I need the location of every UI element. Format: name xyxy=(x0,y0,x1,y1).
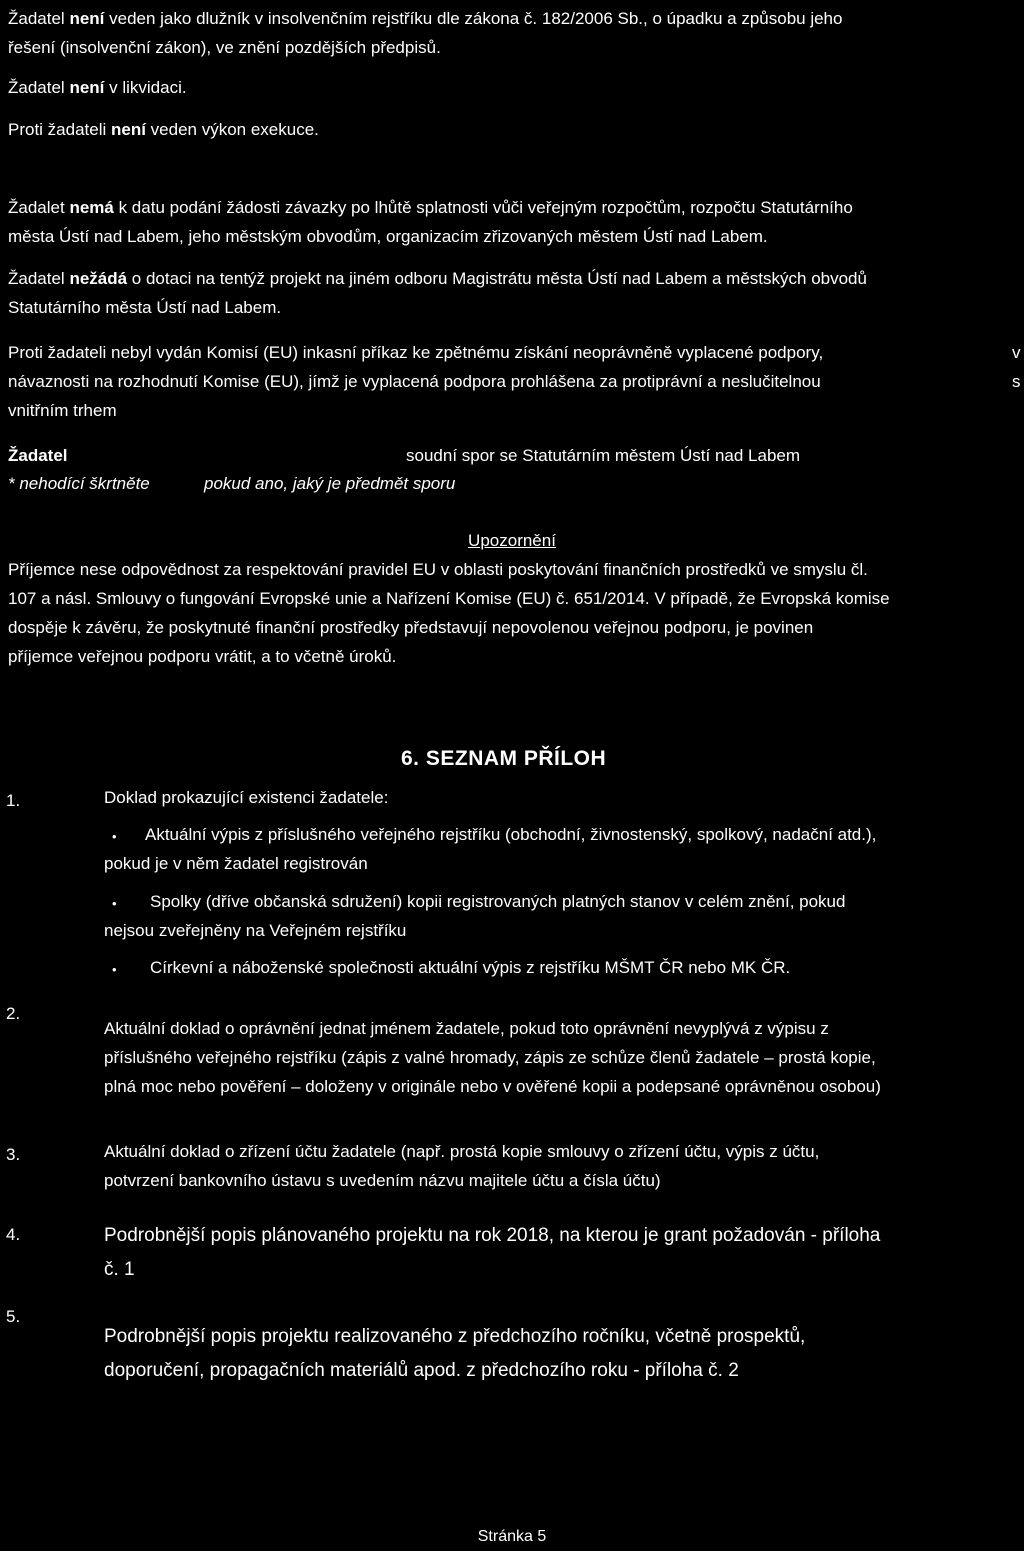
dispute-note-subject: pokud ano, jaký je předmět sporu xyxy=(204,474,456,493)
text: Podrobnější popis plánovaného projektu na rok 2018, na kterou je grant požadován - příloha xyxy=(104,1225,881,1246)
attachment-text: Doklad prokazující existenci žadatele: xyxy=(104,788,389,807)
dispute-label: Žadatel xyxy=(8,446,68,465)
text: Aktuální doklad o zřízení účtu žadatele (např. prostá kopie smlouvy o zřízení účtu, výpis z účtu, xyxy=(104,1142,820,1161)
attachment-item xyxy=(104,1219,1022,1287)
emphasis: nemá xyxy=(69,198,114,217)
attachment-bullet xyxy=(104,887,1022,945)
text: Žadatel xyxy=(8,269,70,288)
attachment-number: 3. xyxy=(6,1145,21,1164)
text: Spolky (dříve občanská sdružení) kopii registrovaných platných stanov v celém znění, pokud xyxy=(150,892,846,911)
bullet-icon: • xyxy=(112,896,117,911)
text: nejsou zveřejněny na Veřejném rejstříku xyxy=(104,921,407,940)
attachment-bullet xyxy=(104,953,1022,982)
page-number: Stránka 5 xyxy=(477,1528,547,1545)
dispute-text: soudní spor se Statutárním městem Ústí nad Labem xyxy=(406,446,801,465)
text: Žadatel xyxy=(8,78,70,97)
text: Proti žadateli nebyl vydán Komisí (EU) inkasní příkaz ke zpětnému získání neoprávněně vyplacené podpory, xyxy=(8,343,824,362)
text: pokud je v něm žadatel registrován xyxy=(104,854,368,873)
text: veden výkon exekuce. xyxy=(145,120,319,139)
text: Podrobnější popis projektu realizovaného z předchozího ročníku, včetně prospektů, xyxy=(104,1326,806,1347)
text: doporučení, propagačních materiálů apod. z předchozího roku - příloha č. 2 xyxy=(104,1360,739,1381)
text: plná moc nebo pověření – doloženy v originále nebo v ověřené kopii a podepsané oprávněnou osobou) xyxy=(104,1077,881,1096)
attachment-item xyxy=(104,1137,1022,1195)
text: Žadatel xyxy=(8,9,70,28)
text: Aktuální výpis z příslušného veřejného rejstříku (obchodní, živnostenský, spolkový, nadační atd.), xyxy=(145,825,877,844)
text: Církevní a náboženské společnosti aktuální výpis z rejstříku MŠMT ČR nebo MK ČR. xyxy=(150,958,791,977)
text: Příjemce nese odpovědnost za respektování pravidel EU v oblasti poskytování finančních prostředků ve smyslu čl. xyxy=(8,560,868,579)
text: č. 1 xyxy=(104,1259,135,1280)
text: Aktuální doklad o oprávnění jednat jménem žadatele, pokud toto oprávnění nevyplývá z výpisu z xyxy=(104,1019,829,1038)
emphasis: není xyxy=(69,78,105,97)
declaration-liquidation xyxy=(8,73,1020,102)
text: příjemce veřejnou podporu vrátit, a to včetně úroků. xyxy=(8,647,397,666)
text: veden jako dlužník v insolvenčním rejstříku dle zákona č. 182/2006 Sb., o úpadku a způsobu jeho xyxy=(104,9,843,28)
text: Proti žadateli xyxy=(8,120,111,139)
declaration-execution xyxy=(8,115,1020,144)
text: Žadalet xyxy=(8,198,70,217)
emphasis: není xyxy=(111,120,146,139)
attachment-number: 1. xyxy=(6,791,21,810)
text: Statutárního města Ústí nad Labem. xyxy=(8,298,282,317)
declaration-recovery-order xyxy=(8,338,1020,425)
notice-body xyxy=(8,555,1020,671)
text: příslušného veřejného rejstříku (zápis z valné hromady, zápis ze schůze členů žadatele – prostá kopie, xyxy=(104,1048,876,1067)
text: řešení (insolvenční zákon), ve znění pozdějších předpisů. xyxy=(8,38,441,57)
text: města Ústí nad Labem, jeho městským obvodům, organizacím zřizovaných městem Ústí nad Labem. xyxy=(8,227,768,246)
emphasis: není xyxy=(69,9,105,28)
text: s xyxy=(1012,372,1021,391)
attachment-item xyxy=(104,1320,1022,1388)
declaration-debts xyxy=(8,193,1020,251)
declaration-subsidy xyxy=(8,264,1020,322)
text: v xyxy=(1012,343,1021,362)
text: 107 a násl. Smlouvy o fungování Evropské unie a Nařízení Komise (EU) č. 651/2014. V případě, že Evropská komise xyxy=(8,589,890,608)
dispute-note-strike: * nehodící škrtněte xyxy=(8,474,150,493)
text: k datu podání žádosti závazky po lhůtě splatnosti vůči veřejným rozpočtům, rozpočtu Statutárního xyxy=(113,198,853,217)
attachment-number: 4. xyxy=(6,1225,21,1244)
text: vnitřním trhem xyxy=(8,401,117,420)
attachments-title: 6. SEZNAM PŘÍLOH xyxy=(401,747,607,770)
attachment-number: 2. xyxy=(6,1004,21,1023)
text: dospěje k závěru, že poskytnuté finanční prostředky představují nepovolenou veřejnou podporu, je povinen xyxy=(8,618,814,637)
emphasis: nežádá xyxy=(69,269,128,288)
attachment-item xyxy=(104,1014,1022,1101)
bullet-icon: • xyxy=(112,962,117,977)
text: o dotaci na tentýž projekt na jiném odboru Magistrátu města Ústí nad Labem a městských obvodů xyxy=(127,269,867,288)
bullet-icon: • xyxy=(112,829,117,844)
notice-heading: Upozornění xyxy=(468,531,556,550)
attachment-number: 5. xyxy=(6,1307,21,1326)
text: návaznosti na rozhodnutí Komise (EU), jímž je vyplacená podpora prohlášena za protiprávní a neslučitelnou xyxy=(8,372,821,391)
text: v likvidaci. xyxy=(104,78,187,97)
attachment-bullet xyxy=(104,820,1022,878)
declaration-insolvency xyxy=(8,4,1020,62)
text: potvrzení bankovního ústavu s uvedením názvu majitele účtu a čísla účtu) xyxy=(104,1171,661,1190)
